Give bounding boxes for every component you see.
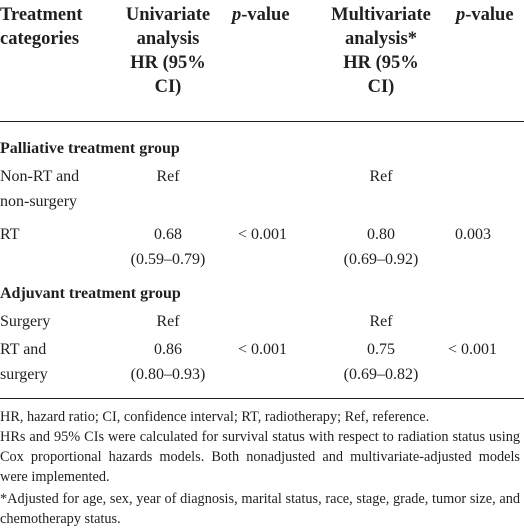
header-pvalue-p: p <box>456 5 466 25</box>
univariate-hr-value: 0.86 <box>154 341 182 358</box>
header-divider <box>0 121 524 122</box>
multivariate-p: 0.003 <box>455 226 491 243</box>
group-title: Palliative treatment group <box>0 140 180 157</box>
header-univariate <box>104 3 232 99</box>
univariate-hr: Ref <box>156 313 180 330</box>
header-multivariate <box>312 3 450 99</box>
header-pvalue-rest: -value <box>241 5 290 25</box>
header-multivariate-line: analysis* <box>345 29 417 49</box>
header-category-line: categories <box>0 29 80 49</box>
multivariate-ci: (0.69–0.92) <box>343 250 419 268</box>
header-univariate-line: Univariate <box>125 5 211 25</box>
multivariate-hr: Ref <box>369 313 393 330</box>
multivariate-hr <box>312 223 450 272</box>
group-title: Adjuvant treatment group <box>0 285 181 302</box>
univariate-hr <box>104 223 232 272</box>
header-multivariate-line: Multivariate <box>331 5 431 25</box>
footnote-adjustment: *Adjusted for age, sex, year of diagnosis, marital status, race, stage, grade, tumor size, and chemotherapy status. <box>0 491 520 527</box>
header-multivariate-line: CI) <box>367 77 395 97</box>
row-category-line: RT and <box>0 341 47 358</box>
header-multivariate-line: HR (95% <box>343 53 419 73</box>
multivariate-p: < 0.001 <box>448 341 498 358</box>
table-bottom-rule <box>0 398 524 399</box>
univariate-hr: Ref <box>156 168 180 185</box>
row-category <box>0 165 79 214</box>
univariate-ci: (0.59–0.79) <box>130 250 206 268</box>
header-pvalue-rest: -value <box>465 5 514 25</box>
univariate-p: < 0.001 <box>238 341 288 358</box>
row-category-line: non-surgery <box>0 192 78 210</box>
univariate-p: < 0.001 <box>238 226 288 243</box>
univariate-ci: (0.80–0.93) <box>130 365 206 383</box>
multivariate-hr: Ref <box>369 168 393 185</box>
row-category-line: surgery <box>0 365 48 383</box>
header-pvalue-univariate <box>232 3 290 27</box>
multivariate-ci: (0.69–0.82) <box>343 365 419 383</box>
univariate-hr <box>104 338 232 387</box>
footnote-abbreviations: HR, hazard ratio; CI, confidence interval; RT, radiotherapy; Ref, reference. <box>0 409 430 425</box>
header-pvalue-p: p <box>232 5 242 25</box>
multivariate-hr-value: 0.75 <box>367 341 395 358</box>
row-category-line: Non-RT and <box>0 168 80 185</box>
row-category: Surgery <box>0 313 51 330</box>
footnote-methods: HRs and 95% CIs were calculated for survival status with respect to radiation status using Cox proportional hazards models. Both nonadjusted and multivariate-adjusted models were implemented. <box>0 429 520 485</box>
multivariate-hr-value: 0.80 <box>367 226 395 243</box>
row-category: RT <box>0 226 20 243</box>
header-univariate-line: HR (95% <box>130 53 206 73</box>
multivariate-hr <box>312 338 450 387</box>
header-univariate-line: CI) <box>154 77 182 97</box>
header-category-line: Treatment <box>0 5 83 25</box>
header-pvalue-multivariate <box>456 3 514 27</box>
header-univariate-line: analysis <box>136 29 200 49</box>
univariate-hr-value: 0.68 <box>154 226 182 243</box>
row-category <box>0 338 48 387</box>
header-category <box>0 3 83 51</box>
